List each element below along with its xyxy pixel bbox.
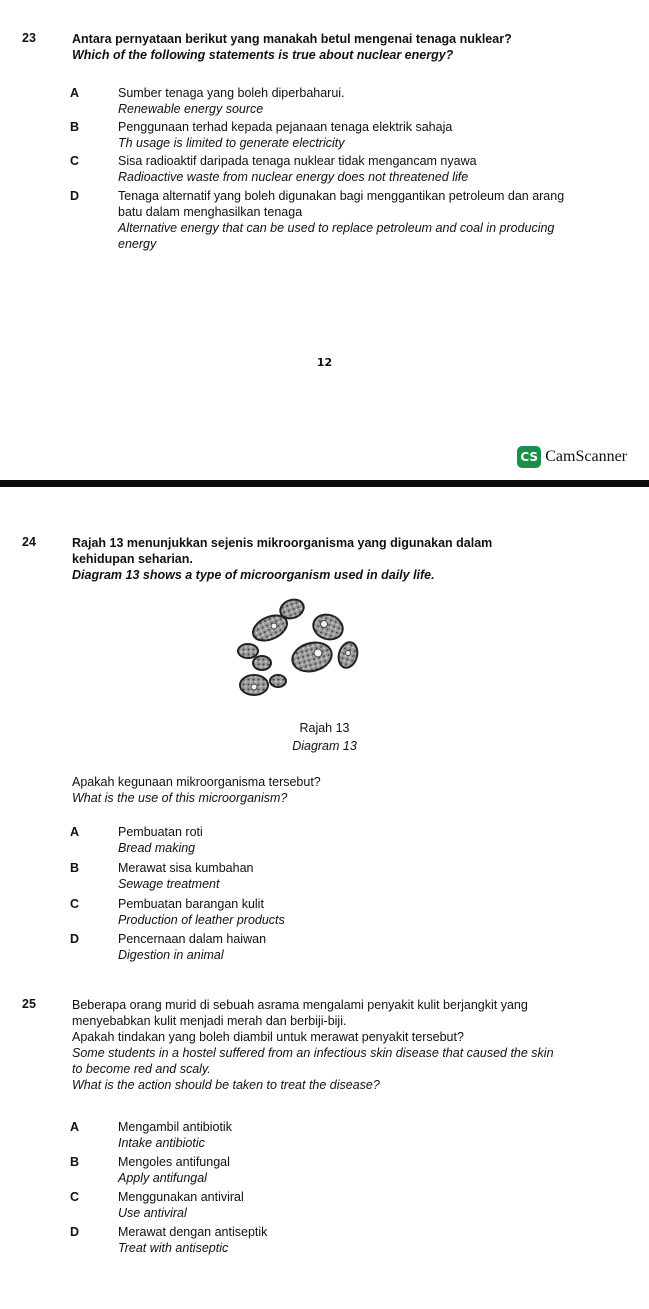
option-c[interactable] (72, 153, 612, 185)
option-b[interactable] (72, 860, 612, 892)
figure-caption-en: Diagram 13 (292, 739, 357, 753)
option-c[interactable] (72, 1189, 612, 1221)
option-letter: B (70, 120, 80, 134)
option-letter: C (70, 1190, 80, 1204)
option-b[interactable] (72, 1154, 612, 1186)
question-number: 24 (22, 535, 36, 549)
option-text-ms: Tenaga alternatif yang boleh digunakan bagi menggantikan petroleum dan arang batu dalam menghasilkan tenaga (118, 189, 565, 219)
camscanner-watermark (517, 446, 627, 468)
option-text-en: Alternative energy that can be used to replace petroleum and coal in producing energy (118, 221, 555, 251)
option-text-en: Bread making (118, 841, 196, 855)
question-stem (72, 31, 632, 63)
yeast-cells-icon (232, 593, 362, 703)
option-text-en: Intake antibiotic (118, 1136, 205, 1150)
option-text-ms: Pembuatan roti (118, 825, 203, 839)
option-text-ms: Sumber tenaga yang boleh diperbaharui. (118, 86, 345, 100)
question-stem-en: Some students in a hostel suffered from an infectious skin disease that caused the skin to become red and scaly. (72, 1046, 554, 1076)
option-text-ms: Merawat dengan antiseptik (118, 1225, 268, 1239)
question-stem (72, 535, 542, 583)
figure-caption-ms: Rajah 13 (299, 721, 350, 735)
option-text-en: Digestion in animal (118, 948, 224, 962)
option-text-en: Radioactive waste from nuclear energy does not threatened life (118, 170, 469, 184)
option-text-ms: Mengoles antifungal (118, 1155, 230, 1169)
camscanner-logo-icon: CS (517, 446, 541, 468)
option-text-en: Th usage is limited to generate electricity (118, 136, 345, 150)
option-text-ms: Sisa radioaktif daripada tenaga nuklear tidak mengancam nyawa (118, 154, 477, 168)
option-letter: B (70, 861, 80, 875)
question-number: 25 (22, 997, 36, 1011)
option-b[interactable] (72, 119, 612, 151)
scanned-page-1 (0, 0, 649, 480)
option-text-en: Apply antifungal (118, 1171, 207, 1185)
question-prompt-ms: Apakah kegunaan mikroorganisma tersebut? (72, 775, 321, 789)
option-text-en: Use antiviral (118, 1206, 187, 1220)
question-prompt-en: What is the action should be taken to treat the disease? (72, 1078, 380, 1092)
question-stem-ms: Antara pernyataan berikut yang manakah betul mengenai tenaga nuklear? (72, 32, 512, 46)
option-text-en: Treat with antiseptic (118, 1241, 229, 1255)
option-text-en: Production of leather products (118, 913, 285, 927)
option-a[interactable] (72, 824, 612, 856)
option-letter: D (70, 932, 80, 946)
option-text-ms: Pembuatan barangan kulit (118, 897, 264, 911)
page-divider (0, 480, 649, 487)
question-stem-en: Diagram 13 shows a type of microorganism used in daily life. (72, 568, 435, 582)
question-stem-ms: Beberapa orang murid di sebuah asrama mengalami penyakit kulit berjangkit yang menyebabkan kulit menjadi merah dan berbiji-biji. (72, 998, 528, 1028)
question-stem (72, 997, 562, 1093)
option-c[interactable] (72, 896, 612, 928)
option-letter: C (70, 897, 80, 911)
question-stem-en: Which of the following statements is true about nuclear energy? (72, 48, 454, 62)
question-stem-ms: Rajah 13 menunjukkan sejenis mikroorganisma yang digunakan dalam kehidupan seharian. (72, 536, 493, 566)
option-d[interactable] (72, 1224, 612, 1256)
option-text-ms: Merawat sisa kumbahan (118, 861, 254, 875)
option-a[interactable] (72, 85, 612, 117)
option-text-ms: Menggunakan antiviral (118, 1190, 244, 1204)
option-a[interactable] (72, 1119, 612, 1151)
option-text-en: Sewage treatment (118, 877, 220, 891)
page-number: 12 (316, 356, 333, 369)
option-letter: B (70, 1155, 80, 1169)
question-prompt-ms: Apakah tindakan yang boleh diambil untuk merawat penyakit tersebut? (72, 1030, 464, 1044)
option-text-ms: Pencernaan dalam haiwan (118, 932, 267, 946)
question-prompt-en: What is the use of this microorganism? (72, 791, 288, 805)
option-letter: D (70, 189, 80, 203)
option-text-ms: Penggunaan terhad kepada pejanaan tenaga elektrik sahaja (118, 120, 453, 134)
option-letter: D (70, 1225, 80, 1239)
question-number: 23 (22, 31, 36, 45)
scanned-page-2 (0, 487, 649, 1309)
option-d[interactable] (72, 188, 612, 252)
option-text-en: Renewable energy source (118, 102, 264, 116)
option-d[interactable] (72, 931, 612, 963)
camscanner-brand: CamScanner (545, 448, 627, 465)
question-prompt (72, 774, 632, 806)
option-letter: A (70, 1120, 80, 1134)
option-letter: A (70, 86, 80, 100)
option-text-ms: Mengambil antibiotik (118, 1120, 232, 1134)
option-letter: C (70, 154, 80, 168)
option-letter: A (70, 825, 80, 839)
